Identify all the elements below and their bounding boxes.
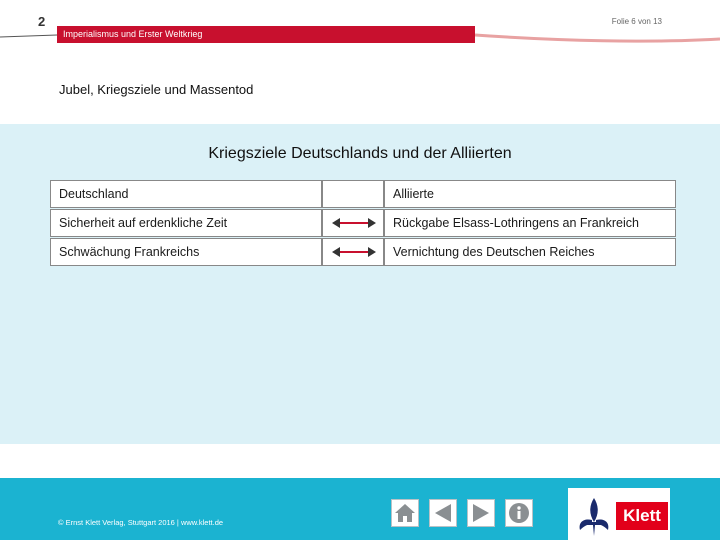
cell-arrow bbox=[322, 209, 384, 237]
info-button[interactable] bbox=[505, 499, 533, 527]
cell-alliierte: Vernichtung des Deutschen Reiches bbox=[384, 238, 676, 266]
previous-icon bbox=[433, 503, 453, 523]
column-header-spacer bbox=[322, 180, 384, 208]
cell-arrow bbox=[322, 238, 384, 266]
copyright-text: © Ernst Klett Verlag, Stuttgart 2016 | www.klett.de bbox=[58, 518, 224, 527]
content-area bbox=[0, 124, 720, 444]
fleur-de-lis-icon bbox=[572, 494, 616, 538]
double-arrow-icon bbox=[332, 246, 376, 258]
logo-wordmark: Klett bbox=[616, 502, 668, 530]
previous-button[interactable] bbox=[429, 499, 457, 527]
footer bbox=[0, 478, 720, 540]
cell-deutschland: Schwächung Frankreichs bbox=[50, 238, 322, 266]
slide-counter: Folie 6 von 13 bbox=[611, 17, 662, 26]
table-row bbox=[50, 238, 676, 266]
cell-alliierte: Rückgabe Elsass-Lothringens an Frankreich bbox=[384, 209, 676, 237]
chapter-number: 2 bbox=[38, 14, 46, 29]
page-subtitle: Jubel, Kriegsziele und Massentod bbox=[59, 82, 254, 97]
cell-deutschland: Sicherheit auf erdenkliche Zeit bbox=[50, 209, 322, 237]
next-icon bbox=[471, 503, 491, 523]
info-icon bbox=[508, 502, 530, 524]
war-aims-table bbox=[50, 180, 676, 267]
chapter-title-bar: Imperialismus und Erster Weltkrieg bbox=[57, 26, 475, 43]
home-icon bbox=[394, 503, 416, 523]
klett-logo bbox=[568, 488, 670, 540]
next-button[interactable] bbox=[467, 499, 495, 527]
table-header-row bbox=[50, 180, 676, 208]
table-row bbox=[50, 209, 676, 237]
home-button[interactable] bbox=[391, 499, 419, 527]
table-title: Kriegsziele Deutschlands und der Alliierten bbox=[208, 145, 512, 162]
column-header-alliierte: Alliierte bbox=[384, 180, 676, 208]
column-header-deutschland: Deutschland bbox=[50, 180, 322, 208]
double-arrow-icon bbox=[332, 217, 376, 229]
